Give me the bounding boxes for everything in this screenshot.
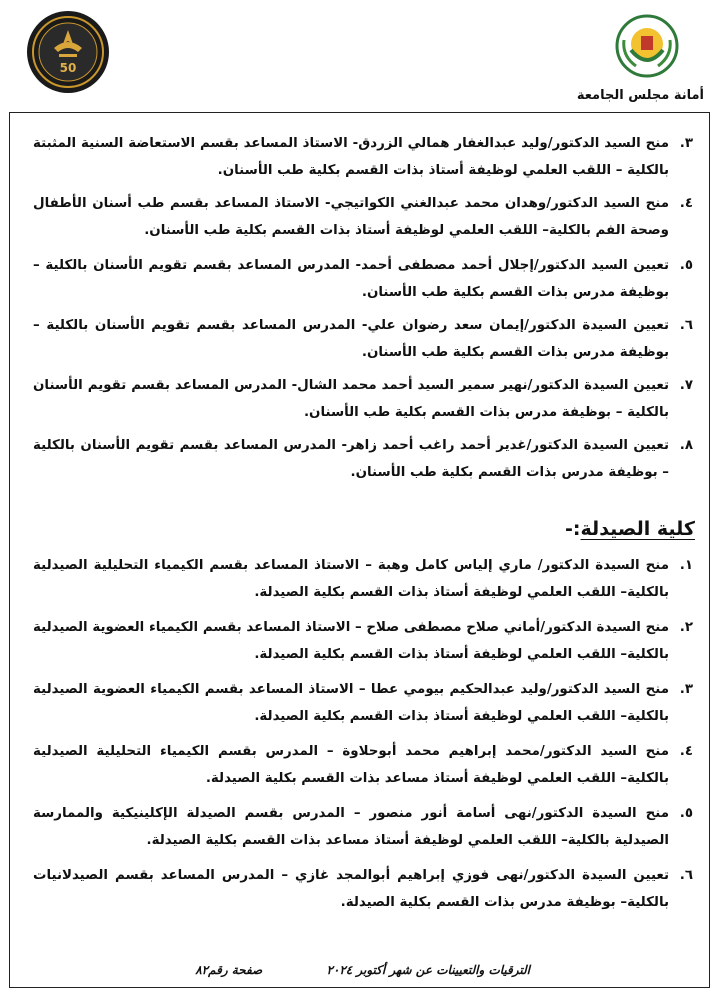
item-text: منح السيدة الدكتور/نهى أسامة أنور منصور – المدرس بقسم الصيدلة الإكلينيكية والممارسة الصيدلية بالكلية– اللقب العلمي لوظيفة أستاذ مساعد بذات القسم بكلية الصيدلة. [33,806,669,848]
pharmacy-section-title-suffix: :- [565,518,581,540]
list-item [33,312,693,372]
item-number: ٤. [679,196,693,211]
page-number: صفحة رقم٨٢ [195,963,263,977]
university-crest-logo [610,10,684,84]
list-item [33,190,693,252]
item-text: تعيين السيدة الدكتور/غدير أحمد راغب أحمد زاهر- المدرس المساعد بقسم تقويم الأسنان بالكلية – بوظيفة مدرس بذات القسم بكلية طب الأسنان. [33,438,669,480]
list-item [33,738,693,800]
list-item [33,800,693,862]
item-number: ٥. [679,806,693,821]
list-item [33,432,693,492]
list-item [33,130,693,190]
item-number: ٤. [679,744,693,759]
pharmacy-items-list [33,552,693,924]
item-number: ٥. [679,258,693,273]
item-text: منح السيد الدكتور/وليد عبدالغفار همالي الزردق- الاستاذ المساعد بقسم الاستعاضة السنية المثبتة بالكلية – اللقب العلمي لوظيفة أستاذ بذات القسم بكلية طب الأسنان. [33,136,669,178]
anniversary-logo [26,10,110,94]
item-number: ٣. [679,682,693,697]
item-text: تعيين السيدة الدكتور/إيمان سعد رضوان علي- المدرس المساعد بقسم تقويم الأسنان بالكلية – بوظيفة مدرس بذات القسم بكلية طب الأسنان. [33,318,669,360]
list-item [33,252,693,312]
item-text: منح السيد الدكتور/وهدان محمد عبدالغني الكواتيجي- الاستاذ المساعد بقسم طب أسنان الأطفال وصحة الفم بالكلية– اللقب العلمي لوظيفة أستاذ بذات القسم بكلية طب الأسنان. [33,196,669,238]
item-number: ٦. [679,868,693,883]
list-item [33,676,693,738]
item-number: ٨. [679,438,693,453]
list-item [33,862,693,924]
item-number: ٦. [679,318,693,333]
item-number: ٢. [679,620,693,635]
item-text: تعيين السيدة الدكتور/نهير سمير السيد أحمد محمد الشال- المدرس المساعد بقسم تقويم الأسنان بالكلية – بوظيفة مدرس بذات القسم بكلية طب الأسنان. [33,378,669,420]
item-text: منح السيدة الدكتور/ ماري إلياس كامل وهبة – الاستاذ المساعد بقسم الكيمياء التحليلية الصيدلية بالكلية– اللقب العلمي لوظيفة أستاذ بذات القسم بكلية الصيدلة. [33,558,669,600]
item-number: ٧. [679,378,693,393]
anniversary-years: 50 [59,61,77,75]
list-item [33,614,693,676]
pharmacy-section-heading [565,518,695,540]
footer-caption: الترقيات والتعيينات عن شهر أكتوبر ٢٠٢٤ [326,963,530,977]
item-text: منح السيد الدكتور/وليد عبدالحكيم بيومي عطا – الاستاذ المساعد بقسم الكيمياء العضوية الصيدلية بالكلية– اللقب العلمي لوظيفة أستاذ بذات القسم بكلية الصيدلة. [33,682,669,724]
pharmacy-section-title: كلية الصيدلة [580,518,695,540]
item-number: ٣. [679,136,693,151]
page-footer [195,963,530,977]
item-text: منح السيد الدكتور/محمد إبراهيم محمد أبوحلاوة – المدرس بقسم الكيمياء التحليلية الصيدلية بالكلية– اللقب العلمي لوظيفة أستاذ مساعد بذات القسم بكلية الصيدلة. [33,744,669,786]
list-item [33,372,693,432]
council-secretariat-title: أمانة مجلس الجامعة [576,88,704,103]
item-text: تعيين السيد الدكتور/إجلال أحمد مصطفى أحمد- المدرس المساعد بقسم تقويم الأسنان بالكلية – بوظيفة مدرس بذات القسم بكلية طب الأسنان. [33,258,669,300]
dentistry-items-list [33,130,693,492]
list-item [33,552,693,614]
item-text: منح السيدة الدكتور/أماني صلاح مصطفى صلاح – الاستاذ المساعد بقسم الكيمياء العضوية الصيدلية بالكلية– اللقب العلمي لوظيفة أستاذ بذات القسم بكلية الصيدلة. [33,620,669,662]
item-number: ١. [679,558,693,573]
item-text: تعيين السيدة الدكتور/نهى فوزي إبراهيم أبوالمجد غازي – المدرس المساعد بقسم الصيدلانيات بالكلية– بوظيفة مدرس بذات القسم بكلية الصيدلة. [33,868,669,910]
